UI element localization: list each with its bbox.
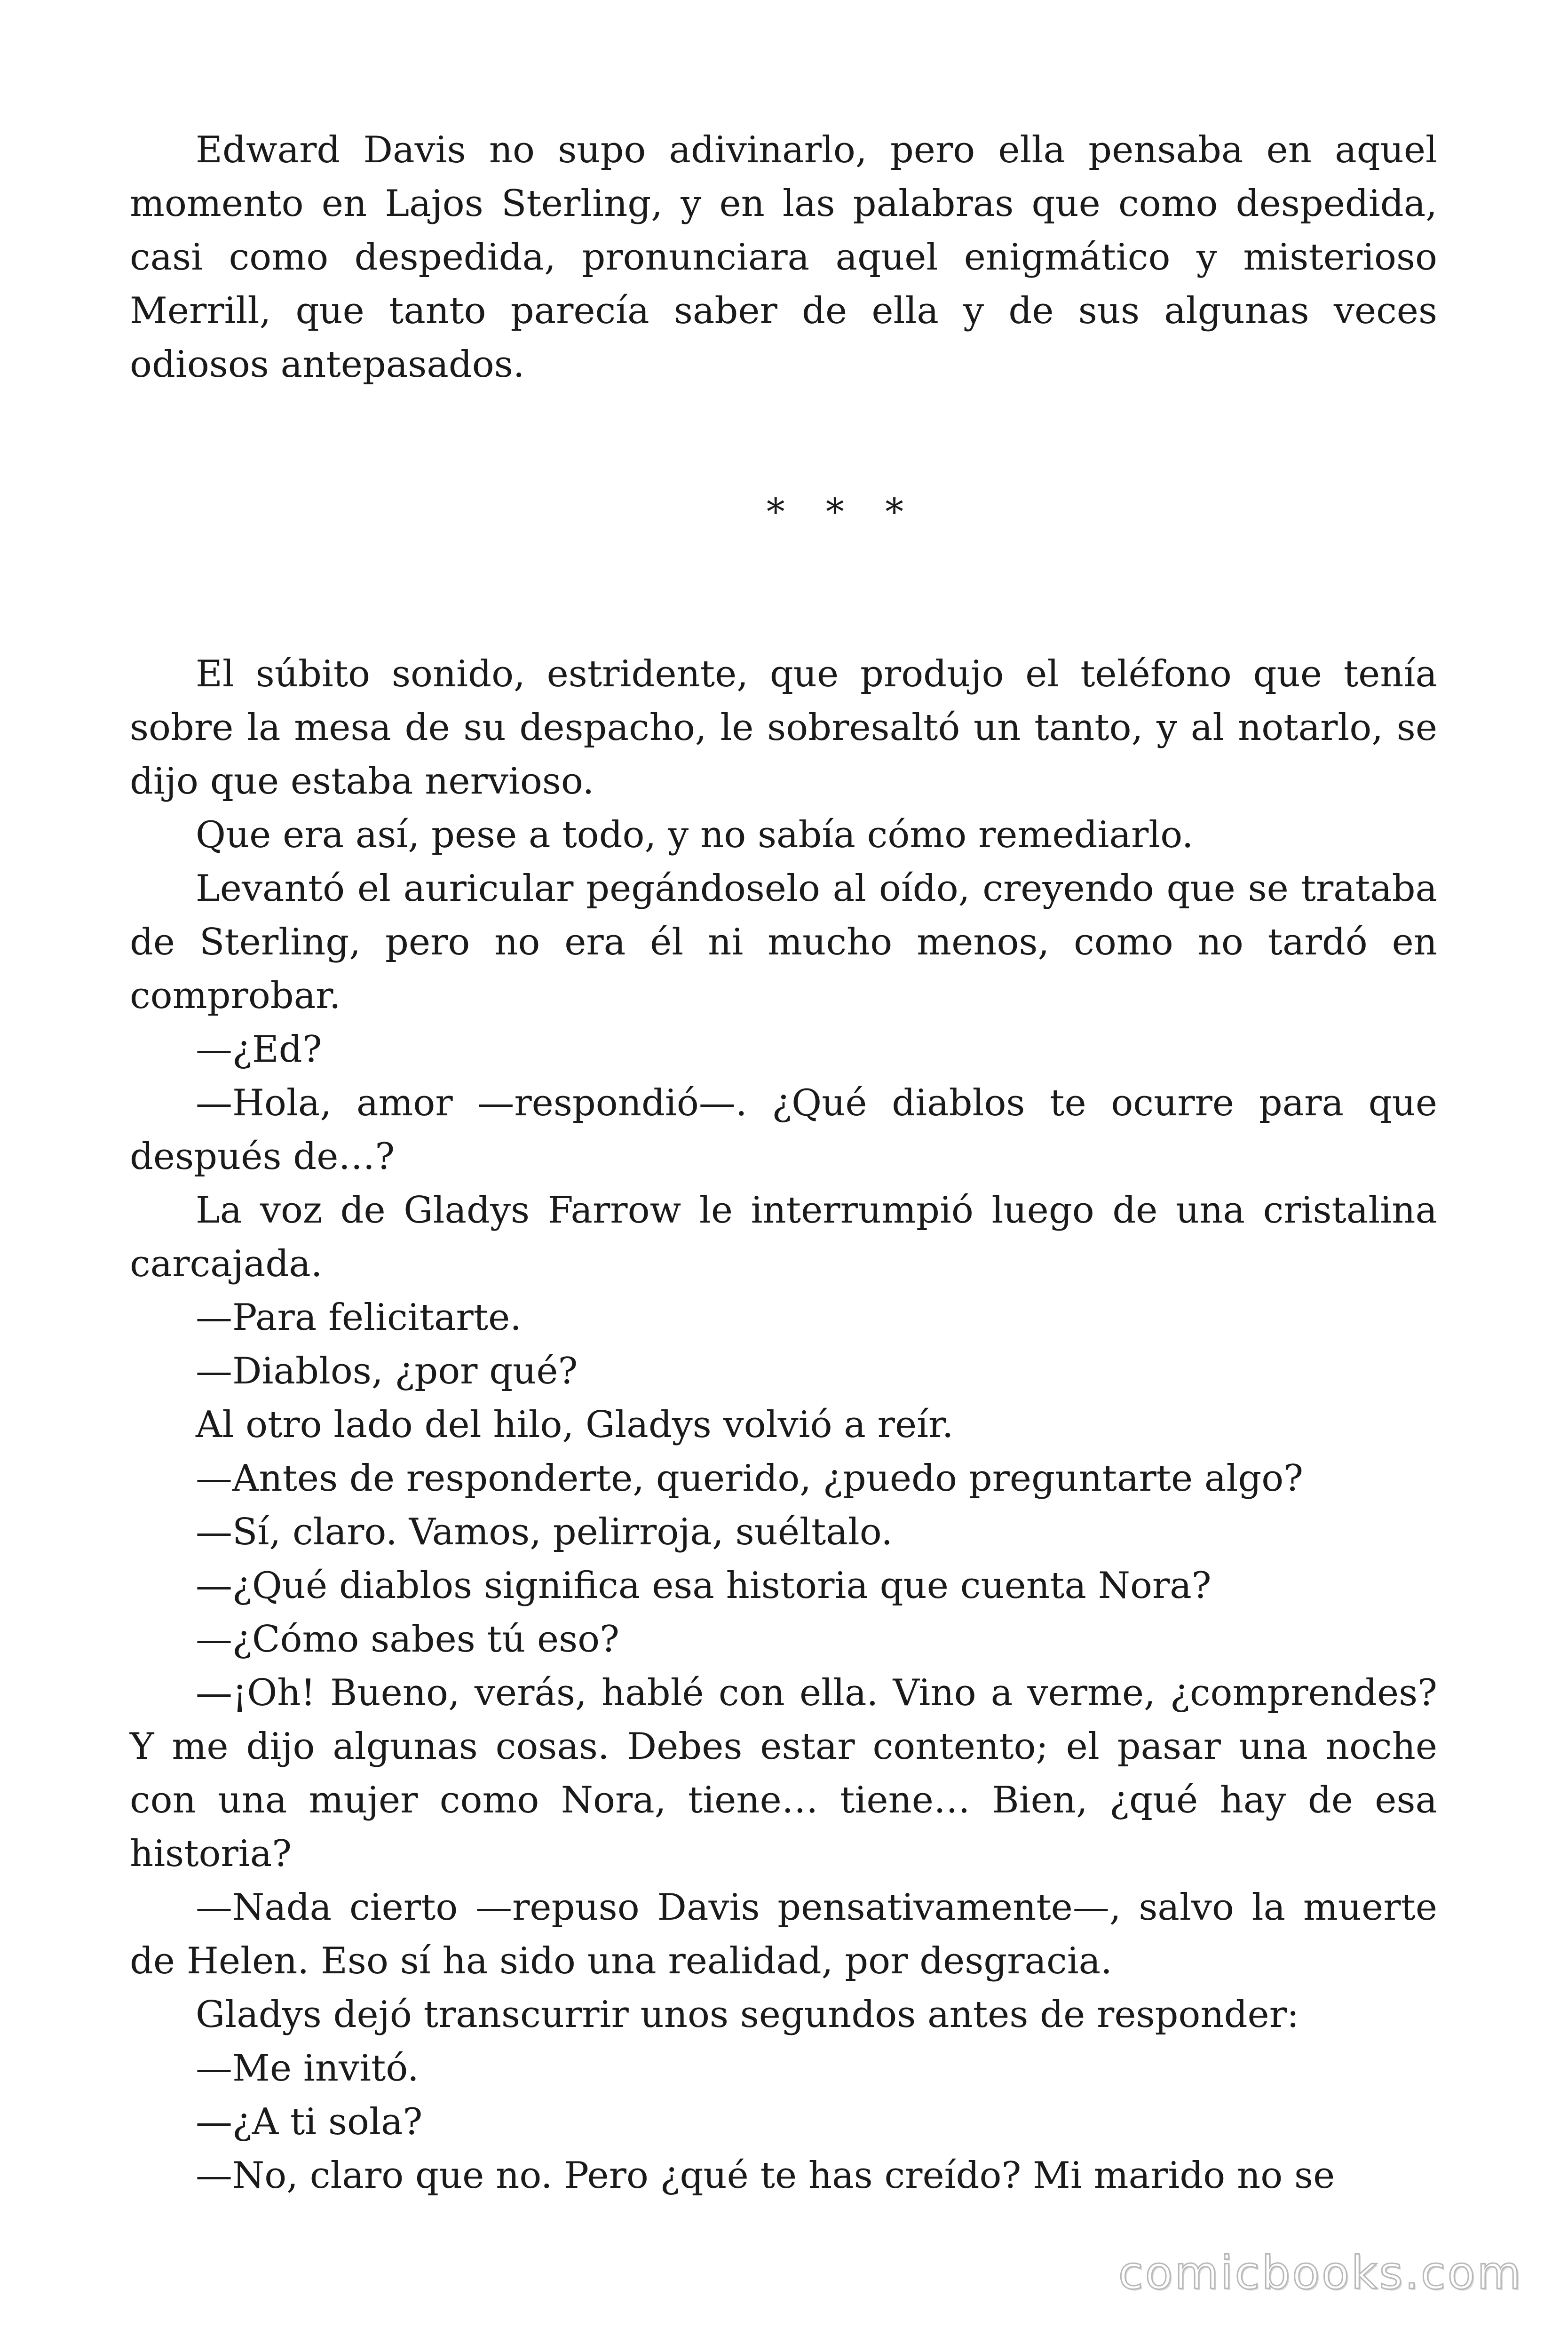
dialogue-line: —Hola, amor —respondió—. ¿Qué diablos te ocurre para que después de…?: [130, 1082, 1437, 1178]
dialogue-line: —Me invitó.: [196, 2047, 419, 2090]
dialogue-line: —¡Oh! Bueno, verás, hablé con ella. Vino a verme, ¿comprendes? Y me dijo algunas cosas. Debes estar contento; el pasar una noche con una mujer como Nora, tiene… tiene… Bien, ¿qué hay de esa historia?: [130, 1672, 1437, 1875]
dialogue-line: —Nada cierto —repuso Davis pensativamente—, salvo la muerte de Helen. Eso sí ha sido una realidad, por desgracia.: [130, 1886, 1437, 1982]
paragraph: La voz de Gladys Farrow le interrumpió luego de una cristalina carcajada.: [130, 1189, 1437, 1285]
paragraph: Levantó el auricular pegándoselo al oído, creyendo que se trataba de Sterling, pero no era él ni mucho menos, como no tardó en comprobar.: [130, 867, 1437, 1017]
dialogue-line: —No, claro que no. Pero ¿qué te has creído? Mi marido no se: [196, 2154, 1335, 2197]
paragraph-opening: Edward Davis no supo adivinarlo, pero ella pensaba en aquel momento en Lajos Sterling, y en las palabras que como despedida, casi como despedida, pronunciara aquel enigmático y misterioso Merrill, que tanto parecía saber de ella y de sus algunas veces odiosos antepasados.: [130, 129, 1437, 386]
watermark-logo: comicbooks.com: [1118, 2247, 1523, 2299]
dialogue-line: —¿Ed?: [196, 1028, 322, 1071]
paragraph: Al otro lado del hilo, Gladys volvió a reír.: [196, 1404, 954, 1446]
dialogue-line: —Antes de responderte, querido, ¿puedo preguntarte algo?: [196, 1457, 1304, 1500]
paragraph: Que era así, pese a todo, y no sabía cómo remediarlo.: [196, 814, 1194, 856]
paragraph: El súbito sonido, estridente, que produjo el teléfono que tenía sobre la mesa de su despacho, le sobresaltó un tanto, y al notarlo, se dijo que estaba nervioso.: [130, 653, 1437, 803]
dialogue-line: —¿A ti sola?: [196, 2101, 423, 2143]
dialogue-line: —¿Cómo sabes tú eso?: [196, 1618, 619, 1661]
dialogue-line: —Sí, claro. Vamos, pelirroja, suéltalo.: [196, 1511, 893, 1553]
dialogue-line: —¿Qué diablos significa esa historia que cuenta Nora?: [196, 1565, 1212, 1607]
dialogue-line: —Para felicitarte.: [196, 1296, 522, 1339]
dialogue-line: —Diablos, ¿por qué?: [196, 1350, 578, 1392]
paragraph: Gladys dejó transcurrir unos segundos antes de responder:: [196, 1994, 1299, 2036]
section-separator: * * *: [766, 491, 919, 533]
page-body: [130, 123, 1437, 2202]
